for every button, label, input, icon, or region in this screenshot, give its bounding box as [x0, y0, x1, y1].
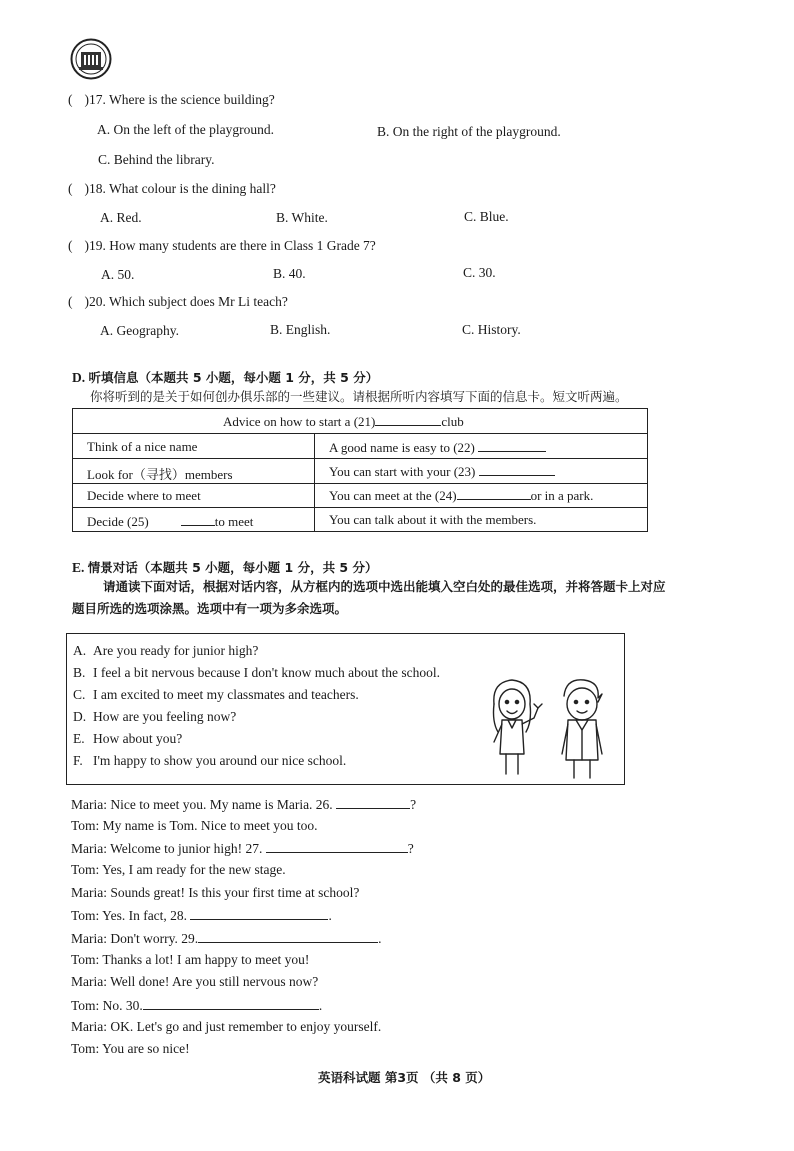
section-d-instruction: 你将听到的是关于如何创办俱乐部的一些建议。请根据所听内容填写下面的信息卡。短文听两遍。: [90, 389, 628, 404]
cell-text-end: to meet: [214, 514, 254, 529]
dialogue-line: Maria: OK. Let's go and just remember to enjoy yourself.: [71, 1019, 382, 1034]
cell-text: You can meet at the (24): [329, 488, 457, 503]
dialogue-text: Tom: No. 30.: [71, 998, 143, 1013]
option-d: [73, 709, 236, 725]
row-divider: [73, 483, 647, 484]
question-text: )19. How many students are there in Class 1 Grade 7?: [84, 238, 376, 253]
question-text: )20. Which subject does Mr Li teach?: [84, 294, 288, 309]
blank-21[interactable]: [375, 413, 441, 426]
table-cell: You can talk about it with the members.: [329, 512, 537, 527]
row-divider: [73, 433, 647, 434]
blank-22[interactable]: [478, 439, 546, 452]
option-e: [73, 731, 182, 747]
section-e-instruction-1: 请通读下面对话，根据对话内容，从方框内的选项中选出能填入空白处的最佳选项，并将答题卡上对应: [103, 579, 666, 594]
option-text: How are you feeling now?: [93, 709, 237, 724]
question-18: [68, 181, 276, 197]
column-divider: [314, 433, 315, 531]
info-card-table: [72, 408, 648, 532]
row-divider: [73, 458, 647, 459]
table-title: [223, 413, 464, 430]
dialogue-line-26: [71, 796, 416, 813]
row-divider: [73, 507, 647, 508]
blank-24[interactable]: [457, 487, 531, 500]
option-c: C. Blue.: [464, 209, 509, 224]
section-letter: D.: [72, 370, 86, 385]
option-letter: D.: [73, 709, 87, 724]
blank-25[interactable]: [181, 513, 215, 526]
table-title-end: club: [441, 414, 464, 429]
blank-29[interactable]: [198, 930, 378, 943]
dialogue-end: ?: [407, 841, 414, 856]
options-box: [66, 633, 625, 785]
dialogue-line: Maria: Well done! Are you still nervous now?: [71, 974, 319, 989]
dialogue-end: ?: [410, 797, 417, 812]
answer-paren: (: [68, 238, 73, 253]
dialogue-end: .: [328, 908, 332, 923]
section-title: 听填信息（本题共 5 小题，每小题 1 分，共 5 分）: [88, 370, 379, 385]
option-text: I feel a bit nervous because I don't know much about the school.: [93, 665, 440, 680]
option-text: I'm happy to show you around our nice school.: [93, 753, 347, 768]
table-cell: [329, 439, 546, 456]
section-e-heading: [72, 558, 377, 576]
table-cell: Look for（寻找）members: [87, 467, 233, 482]
cell-text: A good name is easy to (22): [329, 440, 475, 455]
dialogue-text: Maria: Nice to meet you. My name is Maria. 26.: [71, 797, 333, 812]
dialogue-text: Tom: Yes. In fact, 28.: [71, 908, 188, 923]
school-logo: [70, 38, 112, 80]
blank-28[interactable]: [190, 907, 328, 920]
blank-30[interactable]: [143, 997, 319, 1010]
option-letter: B.: [73, 665, 86, 680]
dialogue-line: Tom: Thanks a lot! I am happy to meet you!: [71, 952, 310, 967]
option-b: B. 40.: [273, 266, 306, 281]
table-cell: [329, 487, 593, 504]
dialogue-line: Tom: You are so nice!: [71, 1041, 190, 1056]
option-b: B. English.: [270, 322, 331, 337]
option-a: A. On the left of the playground.: [97, 122, 274, 137]
option-letter: F.: [73, 753, 83, 768]
page-footer: 英语科试题 第3页 （共 8 页）: [318, 1070, 491, 1085]
section-letter: E.: [72, 560, 85, 575]
question-text: )17. Where is the science building?: [84, 92, 275, 107]
option-text: I am excited to meet my classmates and teachers.: [93, 687, 359, 702]
dialogue-line-28: [71, 907, 332, 924]
dialogue-line-29: [71, 930, 382, 947]
answer-paren: (: [68, 181, 73, 196]
table-cell: Decide where to meet: [87, 488, 201, 503]
option-b: B. White.: [276, 210, 328, 225]
section-title: 情景对话（本题共 5 小题，每小题 1 分，共 5 分）: [87, 560, 378, 575]
option-c: [73, 687, 359, 703]
question-19: [68, 238, 376, 254]
table-title-text: Advice on how to start a (21): [223, 414, 376, 429]
table-cell: Think of a nice name: [87, 439, 198, 454]
option-b: B. On the right of the playground.: [377, 124, 561, 139]
option-letter: E.: [73, 731, 85, 746]
option-a: A. 50.: [101, 267, 135, 282]
option-c: C. History.: [462, 322, 521, 337]
option-c: C. 30.: [463, 265, 496, 280]
section-d-heading: [72, 368, 378, 386]
question-text: )18. What colour is the dining hall?: [84, 181, 276, 196]
cell-text-end: or in a park.: [530, 488, 594, 503]
table-cell: [329, 463, 555, 480]
question-17: [68, 92, 275, 108]
dialogue-line: Tom: My name is Tom. Nice to meet you too.: [71, 818, 318, 833]
option-a: A. Red.: [100, 210, 142, 225]
blank-26[interactable]: [336, 796, 410, 809]
table-cell: [87, 513, 253, 530]
option-a: [73, 643, 258, 659]
option-a: A. Geography.: [100, 323, 179, 338]
cell-text: Decide (25): [87, 514, 149, 529]
dialogue-line: Tom: Yes, I am ready for the new stage.: [71, 862, 286, 877]
blank-23[interactable]: [479, 463, 555, 476]
blank-27[interactable]: [266, 840, 408, 853]
dialogue-line-27: [71, 840, 414, 857]
option-text: Are you ready for junior high?: [93, 643, 259, 658]
dialogue-end: .: [378, 931, 382, 946]
option-b: [73, 665, 440, 681]
dialogue-end: .: [318, 998, 323, 1013]
section-e-instruction-2: 题目所选的选项涂黑。选项中有一项为多余选项。: [72, 601, 348, 616]
answer-paren: (: [68, 294, 73, 309]
dialogue-line: Maria: Sounds great! Is this your first time at school?: [71, 885, 360, 900]
option-letter: A.: [73, 643, 87, 658]
option-text: How about you?: [93, 731, 183, 746]
dialogue-text: Maria: Welcome to junior high! 27.: [71, 841, 263, 856]
dialogue-text: Maria: Don't worry. 29.: [71, 931, 199, 946]
students-illustration: [482, 674, 617, 779]
option-letter: C.: [73, 687, 86, 702]
dialogue-line-30: [71, 997, 322, 1014]
question-20: [68, 294, 288, 310]
option-c: C. Behind the library.: [98, 152, 215, 167]
option-f: [73, 753, 346, 769]
answer-paren: (: [68, 92, 73, 107]
cell-text: You can start with your (23): [329, 464, 476, 479]
